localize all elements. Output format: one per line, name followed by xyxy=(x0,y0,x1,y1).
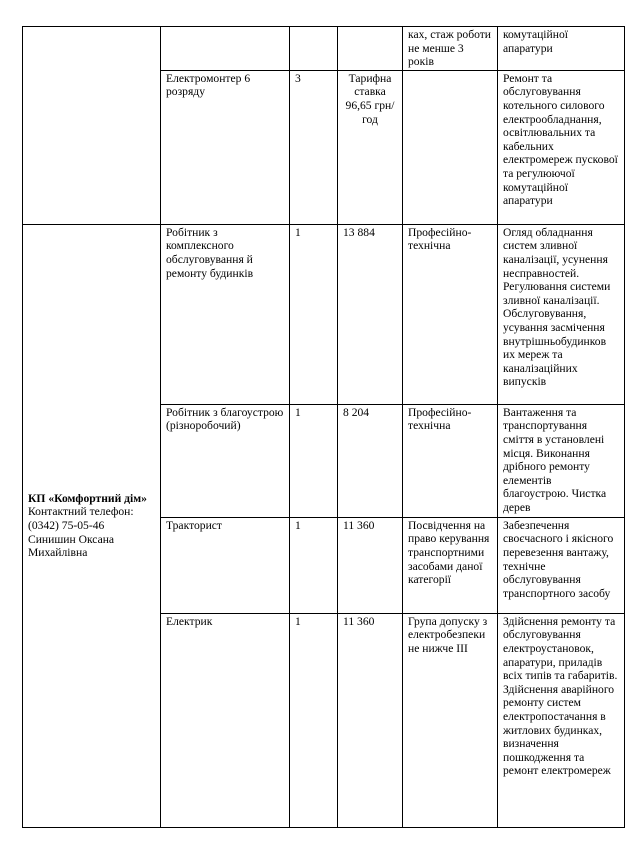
count-cell xyxy=(290,27,338,71)
duties-cell: Ремонт та обслуговування котельного силового електрообладнання, освітлювальних та кабельних електромереж пускової та регулюючої комутаційної апаратури xyxy=(498,70,625,224)
employer-cell-previous xyxy=(23,27,161,225)
employer-name: КП «Комфортний дім» xyxy=(28,491,147,505)
requirements-cell: Професійно-технічна xyxy=(403,224,498,404)
table-row xyxy=(23,224,625,404)
requirements-cell: ках, стаж роботи не менше 3 років xyxy=(403,27,498,71)
count-cell: 1 xyxy=(290,224,338,404)
vacancies-table xyxy=(22,26,625,828)
requirements-cell: Група допуску з електробезпеки не нижче ІІІ xyxy=(403,613,498,827)
duties-cell: Огляд обладнання систем зливної каналізації, усунення несправностей. Регулювання системи зливної каналізації. Обслуговування, усування засмічення внутрішньобудинков их мереж та каналізаційних випусків xyxy=(498,224,625,404)
contact-person: Синишин Оксана Михайлівна xyxy=(28,532,115,560)
salary-cell: 11 360 xyxy=(338,613,403,827)
position-cell: Робітник з комплексного обслуговування й ремонту будинків xyxy=(161,224,290,404)
salary-cell: 13 884 xyxy=(338,224,403,404)
duties-cell: Вантаження та транспортування сміття в установлені місця. Виконання дрібного ремонту елементів благоустрою. Чистка дерев xyxy=(498,404,625,517)
salary-cell xyxy=(338,27,403,71)
duties-cell: Здійснення ремонту та обслуговування електроустановок, апаратури, приладів всіх типів та габаритів. Здійснення аварійного ремонту систем електропостачання в житлових будинках, визначення пошкодження та ремонт електромереж xyxy=(498,613,625,827)
duties-cell: Забезпечення своєчасного і якісного перевезення вантажу, технічне обслуговування транспортного засобу xyxy=(498,517,625,613)
salary-cell: 11 360 xyxy=(338,517,403,613)
position-cell: Електрик xyxy=(161,613,290,827)
position-cell: Тракторист xyxy=(161,517,290,613)
duties-cell: комутаційної апаратури xyxy=(498,27,625,71)
count-cell: 3 xyxy=(290,70,338,224)
position-cell xyxy=(161,27,290,71)
position-cell: Електромонтер 6 розряду xyxy=(161,70,290,224)
requirements-cell: Посвідчення на право керування транспортними засобами даної категорії xyxy=(403,517,498,613)
employer-cell xyxy=(23,224,161,827)
salary-cell: 8 204 xyxy=(338,404,403,517)
count-cell: 1 xyxy=(290,404,338,517)
salary-cell: Тарифна ставка 96,65 грн/год xyxy=(338,70,403,224)
phone-number: (0342) 75-05-46 xyxy=(28,518,105,532)
requirements-cell: Професійно-технічна xyxy=(403,404,498,517)
count-cell: 1 xyxy=(290,613,338,827)
phone-label: Контактний телефон: xyxy=(28,505,134,519)
count-cell: 1 xyxy=(290,517,338,613)
table-row xyxy=(23,27,625,71)
position-cell: Робітник з благоустрою (різноробочий) xyxy=(161,404,290,517)
requirements-cell xyxy=(403,70,498,224)
